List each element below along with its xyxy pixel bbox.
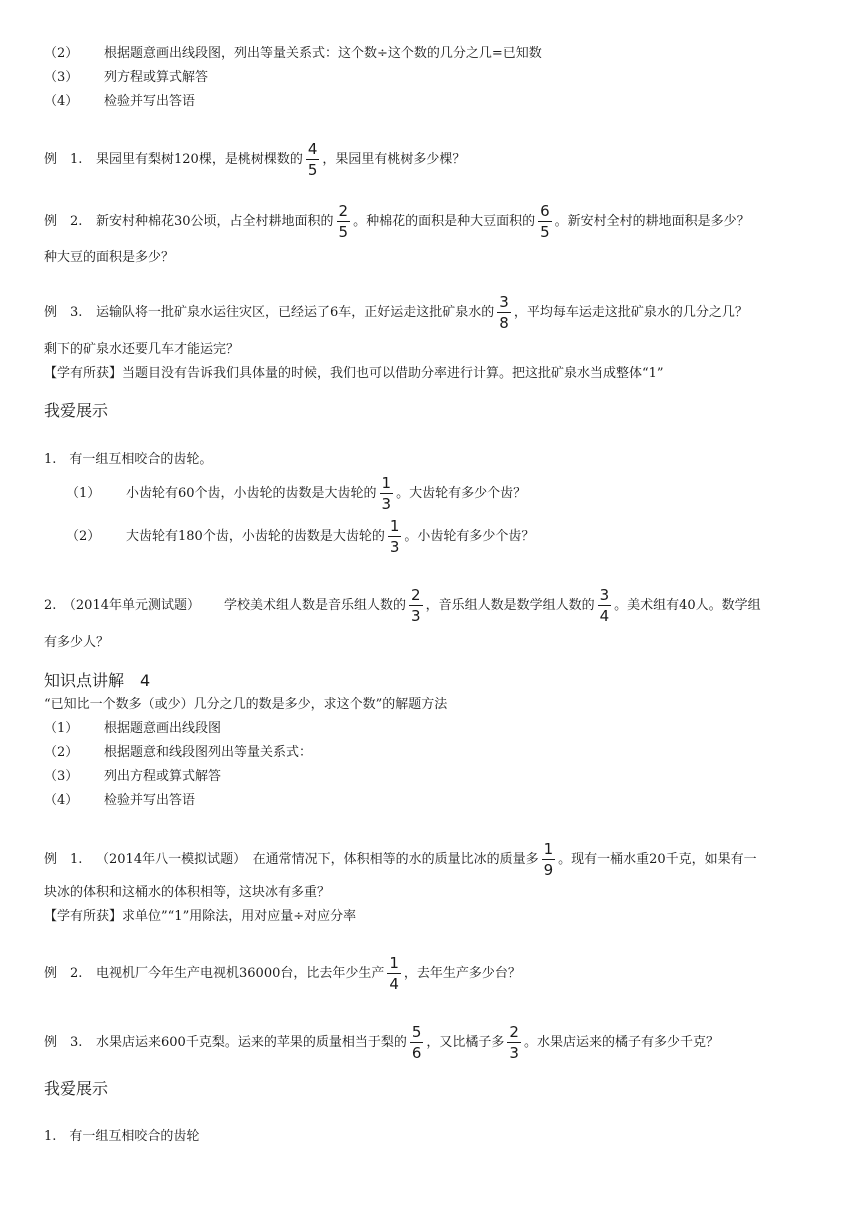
step-text: 根据题意和线段图列出等量关系式： xyxy=(104,745,313,760)
fraction-bar xyxy=(409,605,423,606)
example-2-continued: 种大豆的面积是多少？ xyxy=(44,250,175,265)
example-1 xyxy=(44,141,465,178)
step-number: （3） xyxy=(44,70,79,85)
example-kp4-1 xyxy=(44,841,757,878)
denominator: 3 xyxy=(381,495,392,513)
kp-step-2 xyxy=(44,744,312,762)
denominator: 5 xyxy=(540,223,550,241)
fraction xyxy=(337,203,351,240)
learned-note-1: 【学有所获】当题目没有告诉我们具体量的时候，我们也可以借助分率进行计算。把这批矿泉水当成整体“1” xyxy=(44,366,664,381)
denominator: 9 xyxy=(543,861,554,879)
show-question-1-part-1 xyxy=(66,475,526,512)
denominator: 8 xyxy=(499,314,509,332)
part-text: 。小齿轮有多少个齿？ xyxy=(404,529,535,544)
step-3 xyxy=(44,69,208,87)
step-number: （3） xyxy=(44,769,79,784)
example-text: 。现有一桶水重20千克，如果有一 xyxy=(558,852,757,867)
numerator: 1 xyxy=(381,474,392,492)
example-label: 例 2. xyxy=(44,966,83,981)
numerator: 5 xyxy=(411,1023,422,1041)
example-label: 例 1. xyxy=(44,152,83,167)
fraction-bar xyxy=(538,221,552,222)
fraction-bar xyxy=(337,221,351,222)
example-text: 果园里有梨树120棵，是桃树棵数的 xyxy=(96,152,303,167)
example-label: 例 3. xyxy=(44,1035,83,1050)
example-text: 。水果店运来的橘子有多少千克？ xyxy=(523,1035,719,1050)
section-heading-knowledge-point-4: 知识点讲解 4 xyxy=(44,671,151,690)
show2-question-1: 1. 有一组互相咬合的齿轮 xyxy=(44,1129,200,1144)
section-heading-show: 我爱展示 xyxy=(44,401,109,420)
example-text: ，又比橘子多 xyxy=(426,1035,505,1050)
question-text: 。美术组有40人。数学组 xyxy=(614,598,761,613)
part-number: （1） xyxy=(66,486,101,501)
show-question-1-part-2 xyxy=(66,518,534,555)
show-question-2 xyxy=(44,587,761,624)
fraction xyxy=(387,955,401,992)
numerator: 2 xyxy=(411,586,421,604)
example-label: 例 3. xyxy=(44,305,83,320)
numerator: 2 xyxy=(338,202,349,220)
step-text: 列出方程或算式解答 xyxy=(104,769,222,784)
denominator: 4 xyxy=(389,975,399,993)
numerator: 2 xyxy=(509,1023,519,1041)
fraction xyxy=(507,1024,521,1061)
fraction-bar xyxy=(306,159,320,160)
example-3-continued: 剩下的矿泉水还要几车才能运完？ xyxy=(44,342,240,357)
knowledge-point-intro: “已知比一个数多（或少）几分之几的数是多少，求这个数”的解题方法 xyxy=(44,697,448,712)
numerator: 4 xyxy=(307,140,318,158)
fraction-bar xyxy=(507,1042,521,1043)
denominator: 3 xyxy=(411,607,421,625)
example-kp4-1-continued: 块冰的体积和这桶水的体积相等，这块冰有多重？ xyxy=(44,885,331,900)
step-number: （2） xyxy=(44,46,79,61)
question-label: 2. （2014年单元测试题） xyxy=(44,598,200,613)
step-number: （2） xyxy=(44,745,79,760)
question-text: ，音乐组人数是数学组人数的 xyxy=(425,598,595,613)
question-text: 学校美术组人数是音乐组人数的 xyxy=(224,598,407,613)
step-text: 根据题意画出线段图，列出等量关系式：这个数÷这个数的几分之几=已知数 xyxy=(104,46,542,61)
example-text: 。新安村全村的耕地面积是多少？ xyxy=(554,214,750,229)
fraction xyxy=(380,475,394,512)
example-2 xyxy=(44,203,750,240)
denominator: 4 xyxy=(599,607,610,625)
fraction-bar xyxy=(380,493,394,494)
example-label: 例 1. xyxy=(44,852,83,867)
part-text: 大齿轮有180个齿，小齿轮的齿数是大齿轮的 xyxy=(126,529,385,544)
example-kp4-3 xyxy=(44,1024,719,1061)
example-text: 运输队将一批矿泉水运往灾区，已经运了6车，正好运走这批矿泉水的 xyxy=(96,305,495,320)
example-3 xyxy=(44,294,748,331)
fraction-bar xyxy=(387,973,401,974)
kp-step-4 xyxy=(44,792,195,810)
part-number: （2） xyxy=(66,529,101,544)
example-text: 新安村种棉花30公顷，占全村耕地面积的 xyxy=(96,214,334,229)
fraction xyxy=(497,294,511,331)
numerator: 1 xyxy=(389,954,399,972)
fraction-bar xyxy=(598,605,612,606)
example-kp4-2 xyxy=(44,955,521,992)
step-number: （4） xyxy=(44,94,79,109)
example-text: （2014年八一模拟试题） 在通常情况下，体积相等的水的质量比冰的质量多 xyxy=(96,852,539,867)
fraction xyxy=(306,141,320,178)
show-question-2-continued: 有多少人？ xyxy=(44,635,110,650)
step-number: （4） xyxy=(44,793,79,808)
show-question-1: 1. 有一组互相咬合的齿轮。 xyxy=(44,452,213,467)
step-text: 检验并写出答语 xyxy=(104,94,196,109)
fraction-bar xyxy=(542,859,556,860)
part-text: 。大齿轮有多少个齿？ xyxy=(396,486,527,501)
denominator: 5 xyxy=(338,223,349,241)
fraction xyxy=(388,518,402,555)
denominator: 3 xyxy=(389,538,400,556)
fraction-bar xyxy=(388,536,402,537)
fraction xyxy=(409,587,423,624)
denominator: 5 xyxy=(307,161,318,179)
numerator: 3 xyxy=(599,586,610,604)
denominator: 3 xyxy=(509,1044,519,1062)
step-4 xyxy=(44,93,195,111)
example-text: 水果店运来600千克梨。运来的苹果的质量相当于梨的 xyxy=(96,1035,407,1050)
fraction xyxy=(598,587,612,624)
example-text: 。种棉花的面积是种大豆面积的 xyxy=(353,214,536,229)
numerator: 3 xyxy=(499,293,509,311)
step-number: （1） xyxy=(44,721,79,736)
fraction xyxy=(538,203,552,240)
numerator: 1 xyxy=(543,840,554,858)
kp-step-3 xyxy=(44,768,221,786)
fraction xyxy=(542,841,556,878)
example-text: ，果园里有桃树多少棵？ xyxy=(322,152,466,167)
example-text: ，平均每车运走这批矿泉水的几分之几？ xyxy=(513,305,748,320)
fraction xyxy=(410,1024,424,1061)
kp-step-1 xyxy=(44,720,221,738)
fraction-bar xyxy=(497,312,511,313)
example-label: 例 2. xyxy=(44,214,83,229)
part-text: 小齿轮有60个齿，小齿轮的齿数是大齿轮的 xyxy=(126,486,377,501)
section-heading-show-2: 我爱展示 xyxy=(44,1079,109,1098)
learned-note-2: 【学有所获】求单位”“1”用除法，用对应量÷对应分率 xyxy=(44,909,357,924)
step-2 xyxy=(44,45,542,63)
step-text: 列方程或算式解答 xyxy=(104,70,209,85)
numerator: 1 xyxy=(389,517,400,535)
numerator: 6 xyxy=(540,202,550,220)
step-text: 检验并写出答语 xyxy=(104,793,196,808)
denominator: 6 xyxy=(411,1044,422,1062)
fraction-bar xyxy=(410,1042,424,1043)
step-text: 根据题意画出线段图 xyxy=(104,721,222,736)
example-text: ，去年生产多少台？ xyxy=(403,966,521,981)
example-text: 电视机厂今年生产电视机36000台，比去年少生产 xyxy=(96,966,385,981)
